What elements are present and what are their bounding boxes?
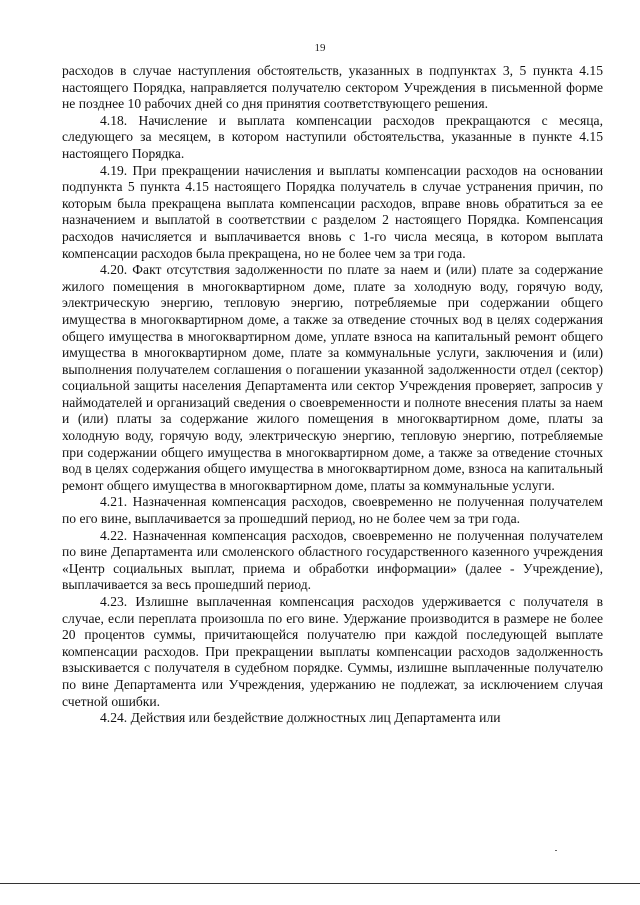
paragraph-4-19: 4.19. При прекращении начисления и выплаты компенсации расходов на основании подпункта 5 пункта 4.15 настоящего Порядка получатель в случае устранения причин, по которым была прекращена выплата компенсации расходов, вправе вновь обратиться за ее назначением и выплатой в соответствии с разделом 2 настоящего Порядка. Компенсация расходов начисляется и выплачивается вновь с 1-го числа месяца, в котором выплата компенсации расходов была прекращена, но не более чем за три года.	[62, 162, 603, 261]
paragraph-4-18: 4.18. Начисление и выплата компенсации расходов прекращаются с месяца, следующего за месяцем, в котором наступили обстоятельства, указанные в пункте 4.15 настоящего Порядка.	[62, 112, 603, 161]
page-bottom-rule	[0, 883, 640, 884]
paragraph-4-24: 4.24. Действия или бездействие должностных лиц Департамента или	[100, 710, 501, 726]
paragraph-4-21: 4.21. Назначенная компенсация расходов, своевременно не полученная получателем по его вине, выплачивается за прошедший период, но не более чем за три года.	[62, 494, 603, 527]
document-body	[62, 63, 603, 727]
scan-speck	[555, 850, 557, 851]
paragraph-4-23: 4.23. Излишне выплаченная компенсация расходов удерживается с получателя в случае, если переплата произошла по его вине. Удержание производится в размере не более 20 процентов суммы, причитающейся получателю при каждой последующей выплате компенсации расходов. При прекращении выплаты компенсации расходов задолженность взыскивается с получателя в судебном порядке. Суммы, излишне выплаченные получателю по вине Департамента или Учреждения, удержанию не подлежат, за исключением случая счетной ошибки.	[62, 594, 603, 709]
paragraph-continuation: расходов в случае наступления обстоятельств, указанных в подпунктах 3, 5 пункта 4.15 настоящего Порядка, направляется получателю сектором Учреждения в письменной форме не позднее 10 рабочих дней со дня принятия соответствующего решения.	[62, 63, 603, 112]
page-number: 19	[314, 42, 326, 54]
paragraph-4-22: 4.22. Назначенная компенсация расходов, своевременно не полученная получателем по вине Департамента или смоленского областного государственного казенного учреждения «Центр социальных выплат, приема и обработки информации» (далее - Учреждение), выплачивается за весь прошедший период.	[62, 527, 603, 593]
paragraph-4-20: 4.20. Факт отсутствия задолженности по плате за наем и (или) плате за содержание жилого помещения в многоквартирном доме, плате за холодную воду, горячую воду, электрическую энергию, тепловую энергию, потребляемые при содержании общего имущества в многоквартирном доме, а также за отведение сточных вод в целях содержания общего имущества в многоквартирном доме, уплате взноса на капитальный ремонт общего имущества в многоквартирном доме, плате за коммунальные услуги, заключения и (или) выполнения получателем соглашения о погашении указанной задолженности отдел (сектор) социальной защиты населения Департамента или сектор Учреждения проверяет, запросив у наймодателей и организаций сведения о своевременности и полноте внесения платы за наем и (или) платы за содержание жилого помещения в многоквартирном доме, платы за холодную воду, горячую воду, электрическую энергию, тепловую энергию, потребляемые при содержании общего имущества в многоквартирном доме, а также за отведение сточных вод в целях содержания общего имущества в многоквартирном доме, взноса на капитальный ремонт общего имущества в многоквартирном доме, платы за коммунальные услуги.	[62, 262, 603, 493]
